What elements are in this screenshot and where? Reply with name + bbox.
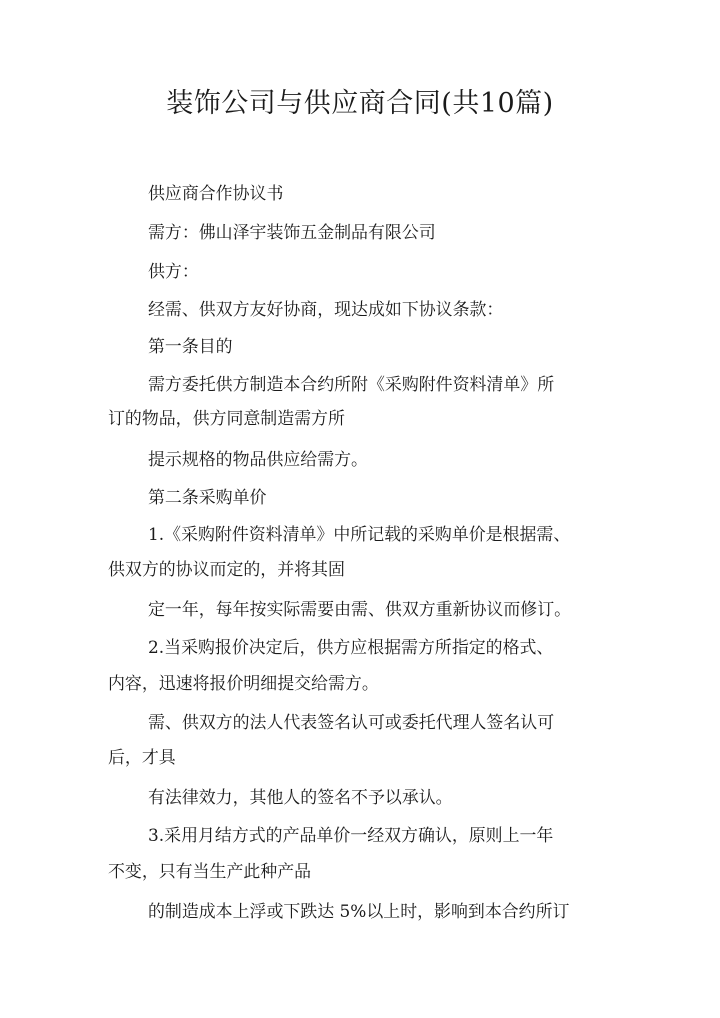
body-line: 第一条目的 <box>148 336 233 356</box>
body-line: 提示规格的物品供应给需方。 <box>148 449 368 469</box>
body-line: 的制造成本上浮或下跌达 5%以上时，影响到本合约所订 <box>148 901 570 921</box>
body-line: 需、供双方的法人代表签名认可或委托代理人签名认可 <box>148 712 555 732</box>
document-title: 装饰公司与供应商合同(共10篇) <box>166 88 554 119</box>
body-line: 有法律效力，其他人的签名不予以承认。 <box>148 787 453 807</box>
body-line: 2.当采购报价决定后，供方应根据需方所指定的格式、 <box>148 637 554 657</box>
body-line: 供双方的协议而定的，并将其固 <box>108 559 345 579</box>
body-line: 定一年，每年按实际需要由需、供双方重新协议而修订。 <box>148 599 572 619</box>
body-line: 1.《采购附件资料清单》中所记载的采购单价是根据需、 <box>148 524 571 544</box>
body-line: 经需、供双方友好协商，现达成如下协议条款： <box>148 299 504 319</box>
body-line: 订的物品，供方同意制造需方所 <box>108 408 345 428</box>
body-line: 内容，迅速将报价明细提交给需方。 <box>108 673 379 693</box>
body-line: 需方委托供方制造本合约所附《采购附件资料清单》所 <box>148 374 555 394</box>
body-line: 后，才具 <box>108 747 176 767</box>
body-line: 供方： <box>148 261 199 281</box>
body-line: 3.采用月结方式的产品单价一经双方确认，原则上一年 <box>148 825 554 845</box>
body-line: 需方：佛山泽宇装饰五金制品有限公司 <box>148 222 436 242</box>
body-line: 不变，只有当生产此种产品 <box>108 861 312 881</box>
body-line: 第二条采购单价 <box>148 487 267 507</box>
body-line: 供应商合作协议书 <box>148 183 284 203</box>
